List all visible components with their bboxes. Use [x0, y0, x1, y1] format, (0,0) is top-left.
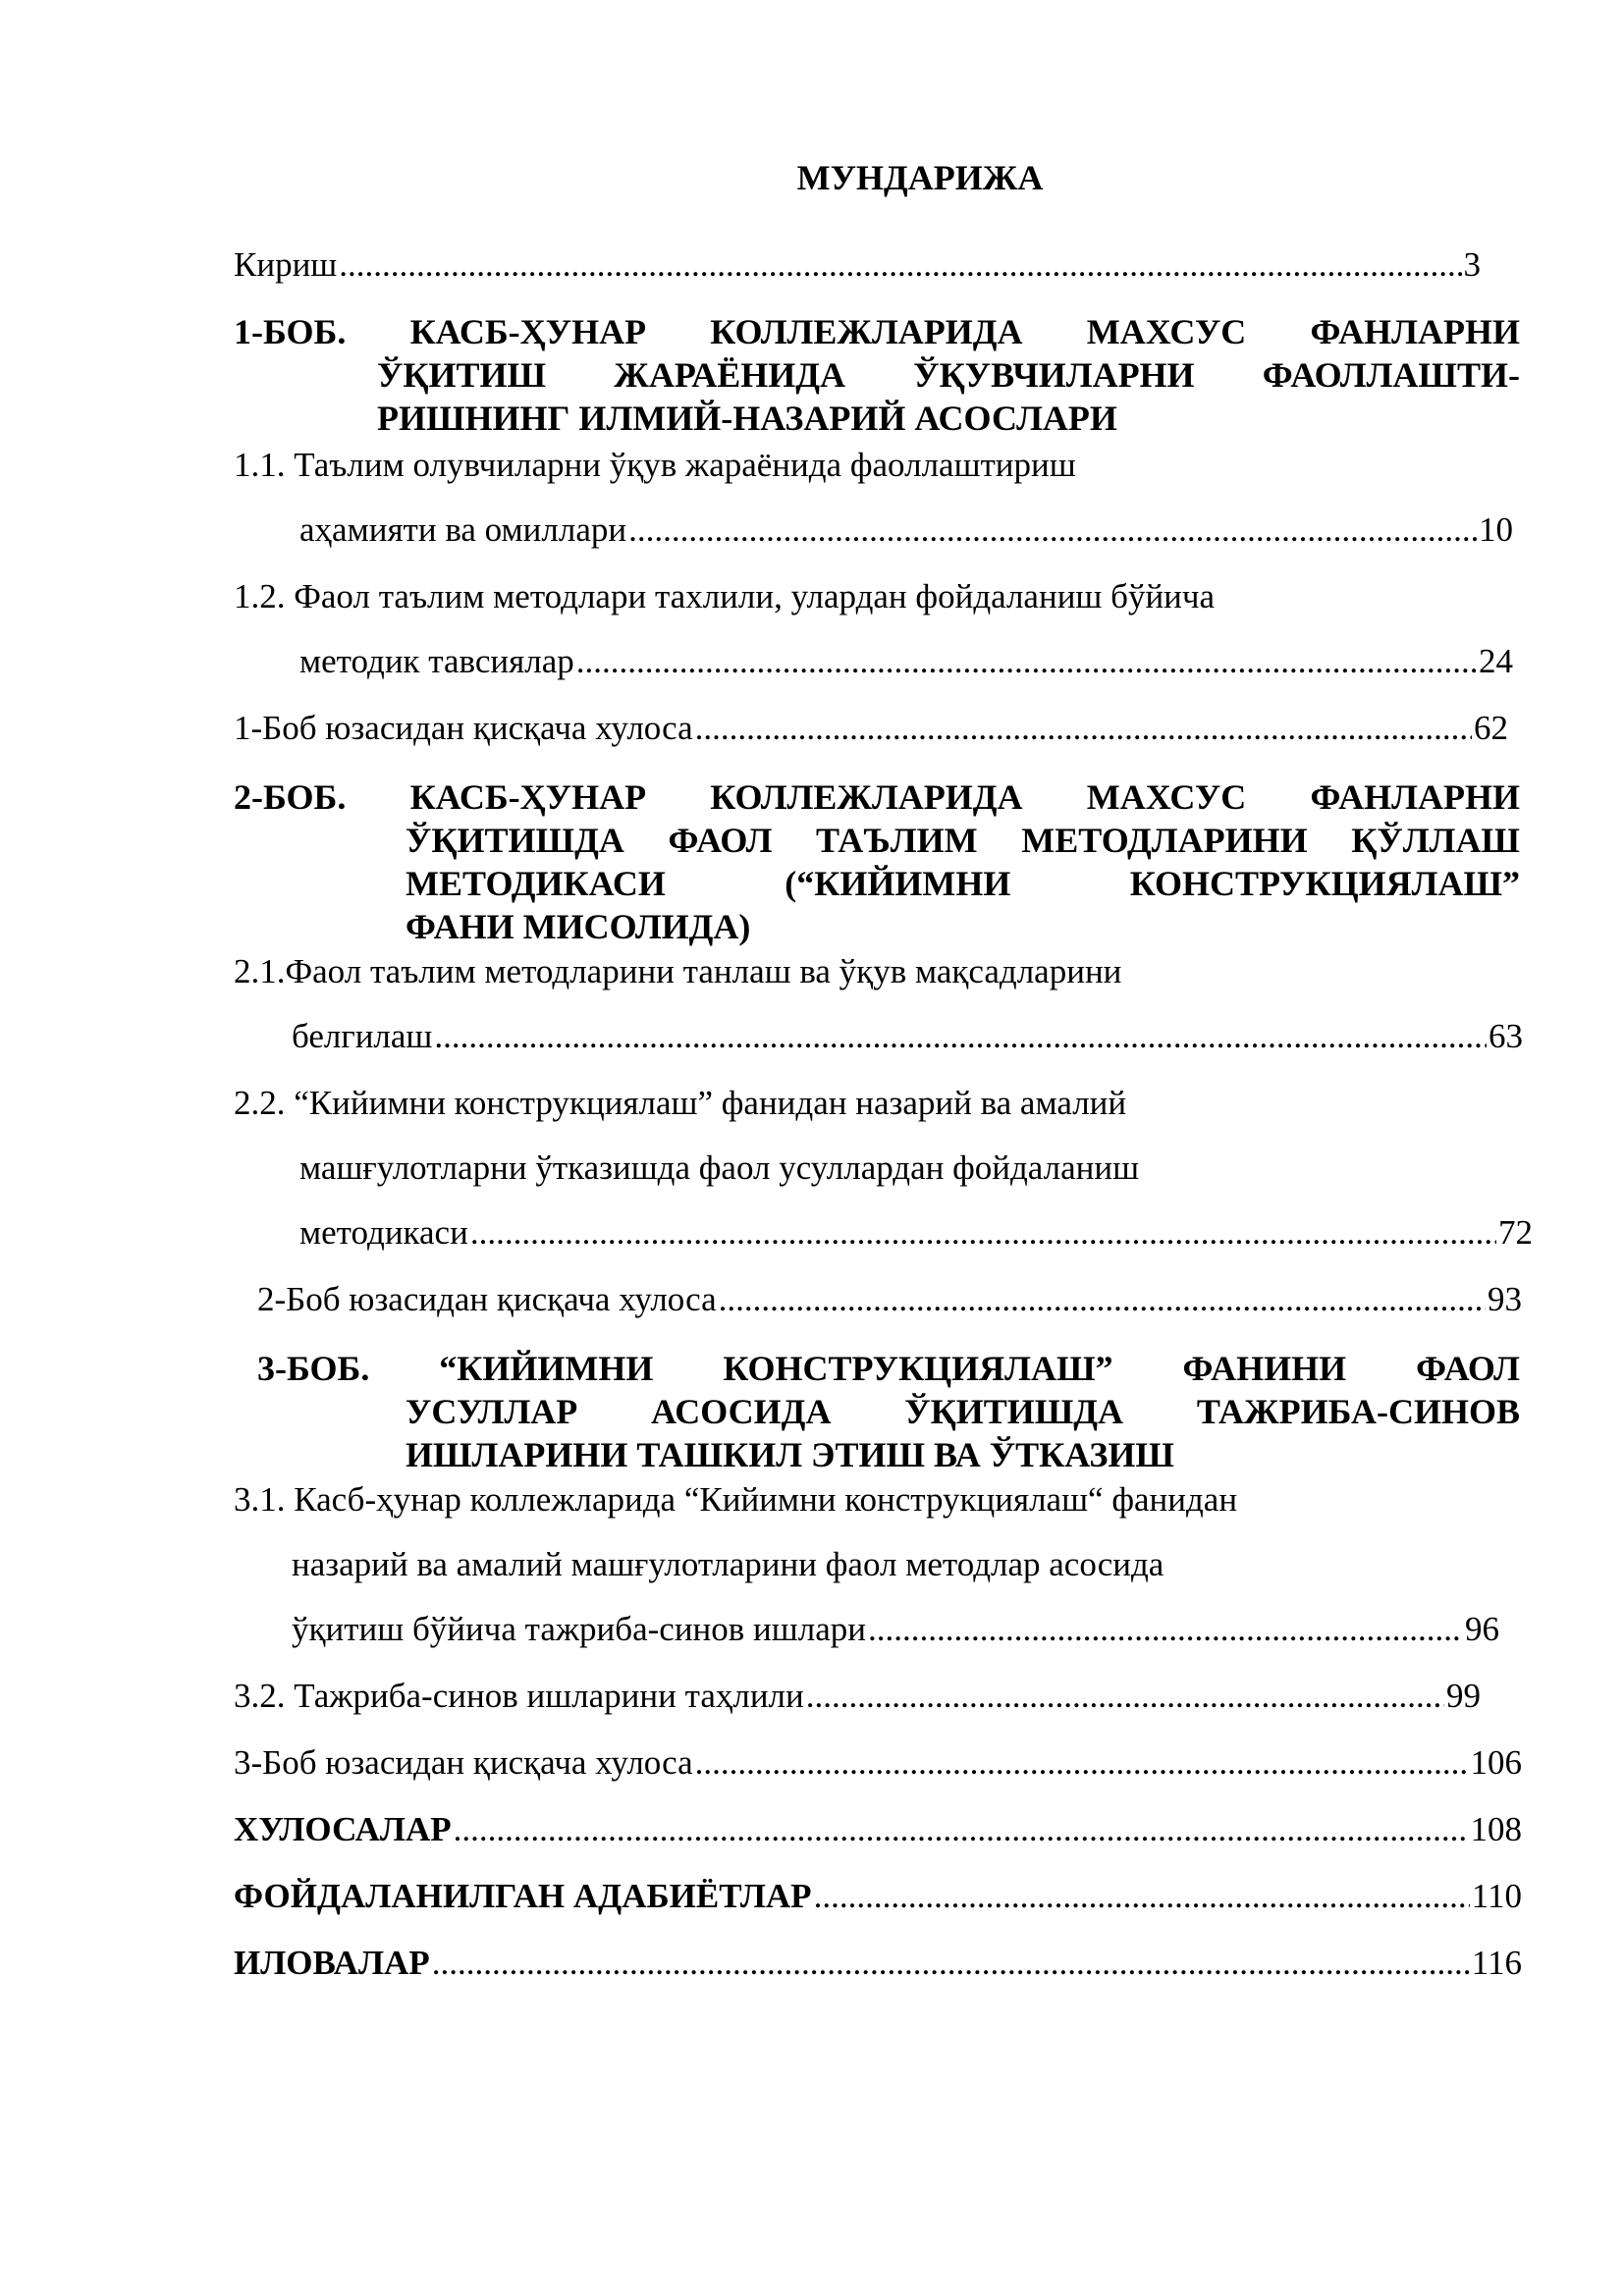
toc-entry-1-1 — [299, 510, 1513, 550]
word: КАСБ-ҲУНАР — [409, 777, 647, 817]
toc-entry-2-1-line-1: 2.1.Фаол таълим методларини танлаш ва ўқув мақсадларини — [234, 952, 1122, 990]
leader-dots — [339, 245, 1461, 285]
entry-page: 72 — [1498, 1213, 1533, 1252]
word: ИШЛАРИНИ ТАШКИЛ ЭТИШ ВА ЎТКАЗИШ — [406, 1435, 1174, 1474]
toc-entry-references — [234, 1877, 1522, 1916]
chapter-1-heading — [234, 310, 1520, 440]
chapter-2-line-3 — [406, 862, 1520, 905]
word: ЎҚИТИШДА — [904, 1392, 1124, 1431]
chapter-3-line-2 — [406, 1390, 1520, 1433]
word: КОЛЛЕЖЛАРИДА — [710, 312, 1023, 351]
entry-label: ФОЙДАЛАНИЛГАН АДАБИЁТЛАР — [234, 1877, 812, 1915]
leader-dots — [628, 510, 1477, 550]
word: КОНСТРУКЦИЯЛАШ” — [1129, 864, 1520, 903]
toc-entry-1-2 — [299, 642, 1513, 681]
toc-entry-chapter-1-summary — [234, 709, 1508, 748]
entry-page: 96 — [1465, 1610, 1499, 1648]
leader-dots — [454, 1810, 1469, 1849]
entry-page: 3 — [1463, 245, 1481, 284]
toc-entry-2-2 — [299, 1213, 1533, 1253]
word: МАХСУС — [1086, 312, 1247, 351]
word: 2-БОБ. — [234, 777, 347, 817]
entry-page: 10 — [1479, 510, 1513, 549]
word: ЎҚУВЧИЛАРНИ — [913, 355, 1195, 395]
entry-page: 108 — [1470, 1810, 1522, 1848]
toc-entry-1-1-line-1: 1.1. Таълим олувчиларни ўқув жараёнида фаоллаштириш — [234, 446, 1076, 484]
entry-page: 63 — [1489, 1017, 1523, 1055]
word: ФАНЛАРНИ — [1310, 312, 1520, 351]
leader-dots — [695, 709, 1472, 748]
word: ФАОЛ — [1416, 1349, 1520, 1388]
word: “КИЙИМНИ — [439, 1349, 654, 1388]
entry-label: ИЛОВАЛАР — [234, 1944, 430, 1982]
toc-entry-2-2-line-1: 2.2. “Кийимни конструкциялаш” фанидан назарий ва амалий — [234, 1084, 1127, 1122]
word: (“КИЙИМНИ — [785, 864, 1011, 903]
word: УСУЛЛАР — [406, 1392, 578, 1431]
toc-entry-3-2 — [234, 1677, 1481, 1716]
word: КАСБ-ҲУНАР — [409, 312, 647, 351]
word: 1-БОБ. — [234, 312, 347, 351]
chapter-2-line-1 — [234, 775, 1520, 819]
leader-dots — [806, 1677, 1444, 1716]
word: АСОСИДА — [651, 1392, 832, 1431]
toc-entry-3-1-line-2: назарий ва амалий машғулотларини фаол методлар асосида — [292, 1545, 1164, 1583]
word: ФАОЛЛАШТИ- — [1262, 355, 1520, 395]
entry-label: Кириш — [234, 245, 338, 284]
page-title: МУНДАРИЖА — [796, 158, 1044, 197]
chapter-3-line-1 — [257, 1347, 1520, 1390]
word: ФАОЛ — [668, 821, 773, 860]
entry-page: 24 — [1479, 642, 1513, 680]
chapter-1-line-3 — [377, 397, 1520, 440]
word: КОНСТРУКЦИЯЛАШ” — [723, 1349, 1113, 1388]
entry-label: методикаси — [299, 1213, 468, 1252]
chapter-3-heading — [257, 1347, 1520, 1476]
word: ФАНЛАРНИ — [1310, 777, 1520, 817]
leader-dots — [868, 1610, 1463, 1649]
toc-entry-intro — [234, 245, 1481, 285]
word: ТАЪЛИМ — [816, 821, 978, 860]
entry-label: 3-Боб юзасидан қисқача хулоса — [234, 1743, 693, 1782]
leader-dots — [434, 1017, 1487, 1056]
word: КОЛЛЕЖЛАРИДА — [710, 777, 1023, 817]
toc-entry-appendices — [234, 1944, 1522, 1983]
chapter-1-line-1 — [234, 310, 1520, 353]
entry-label: ХУЛОСАЛАР — [234, 1810, 452, 1848]
word: ҚЎЛЛАШ — [1351, 821, 1520, 860]
entry-page: 110 — [1471, 1877, 1522, 1915]
word: ЎҚИТИШДА — [406, 821, 624, 860]
toc-entry-conclusions — [234, 1810, 1522, 1849]
entry-page: 99 — [1446, 1677, 1481, 1715]
entry-label: белгилаш — [292, 1017, 433, 1055]
word: РИШНИНГ ИЛМИЙ-НАЗАРИЙ АСОСЛАРИ — [377, 399, 1117, 438]
word: ЎҚИТИШ — [377, 355, 547, 395]
leader-dots — [814, 1877, 1470, 1916]
toc-entry-3-1 — [292, 1610, 1499, 1649]
entry-page: 93 — [1488, 1280, 1522, 1318]
entry-label: 2-Боб юзасидан қисқача хулоса — [257, 1280, 717, 1318]
entry-label: 3.2. Тажриба-синов ишларини таҳлили — [234, 1677, 804, 1715]
word: ФАНИ МИСОЛИДА) — [406, 907, 751, 946]
leader-dots — [576, 642, 1477, 681]
toc-entry-chapter-2-summary — [257, 1280, 1522, 1319]
leader-dots — [470, 1213, 1496, 1253]
toc-entry-2-2-line-2: машғулотларни ўтказишда фаол усуллардан фойдаланиш — [299, 1148, 1140, 1187]
toc-entry-2-1 — [292, 1017, 1523, 1056]
entry-label: аҳамияти ва омиллари — [299, 510, 627, 549]
chapter-2-line-4 — [406, 905, 1520, 948]
entry-page: 106 — [1470, 1743, 1522, 1782]
toc-entry-3-1-line-1: 3.1. Касб-ҳунар коллежларида “Кийимни конструкциялаш“ фанидан — [234, 1480, 1238, 1519]
chapter-3-line-3 — [406, 1433, 1520, 1476]
entry-label: методик тавсиялар — [299, 642, 574, 680]
entry-page: 116 — [1471, 1944, 1522, 1982]
word: МАХСУС — [1086, 777, 1247, 817]
leader-dots — [432, 1944, 1470, 1983]
word: ФАНИНИ — [1182, 1349, 1347, 1388]
word: 3-БОБ. — [257, 1349, 370, 1388]
word: МЕТОДИКАСИ — [406, 864, 666, 903]
chapter-2-heading — [234, 775, 1520, 948]
toc-entry-1-2-line-1: 1.2. Фаол таълим методлари тахлили, улардан фойдаланиш бўйича — [234, 577, 1216, 615]
word: ЖАРАЁНИДА — [614, 355, 845, 395]
leader-dots — [695, 1743, 1469, 1783]
chapter-2-line-2 — [406, 819, 1520, 862]
entry-page: 62 — [1474, 709, 1508, 747]
word: ТАЖРИБА-СИНОВ — [1196, 1392, 1520, 1431]
entry-label: ўқитиш бўйича тажриба-синов ишлари — [292, 1610, 866, 1648]
word: МЕТОДЛАРИНИ — [1021, 821, 1308, 860]
leader-dots — [719, 1280, 1486, 1319]
chapter-1-line-2 — [377, 353, 1520, 397]
toc-entry-chapter-3-summary — [234, 1743, 1522, 1783]
entry-label: 1-Боб юзасидан қисқача хулоса — [234, 709, 693, 747]
